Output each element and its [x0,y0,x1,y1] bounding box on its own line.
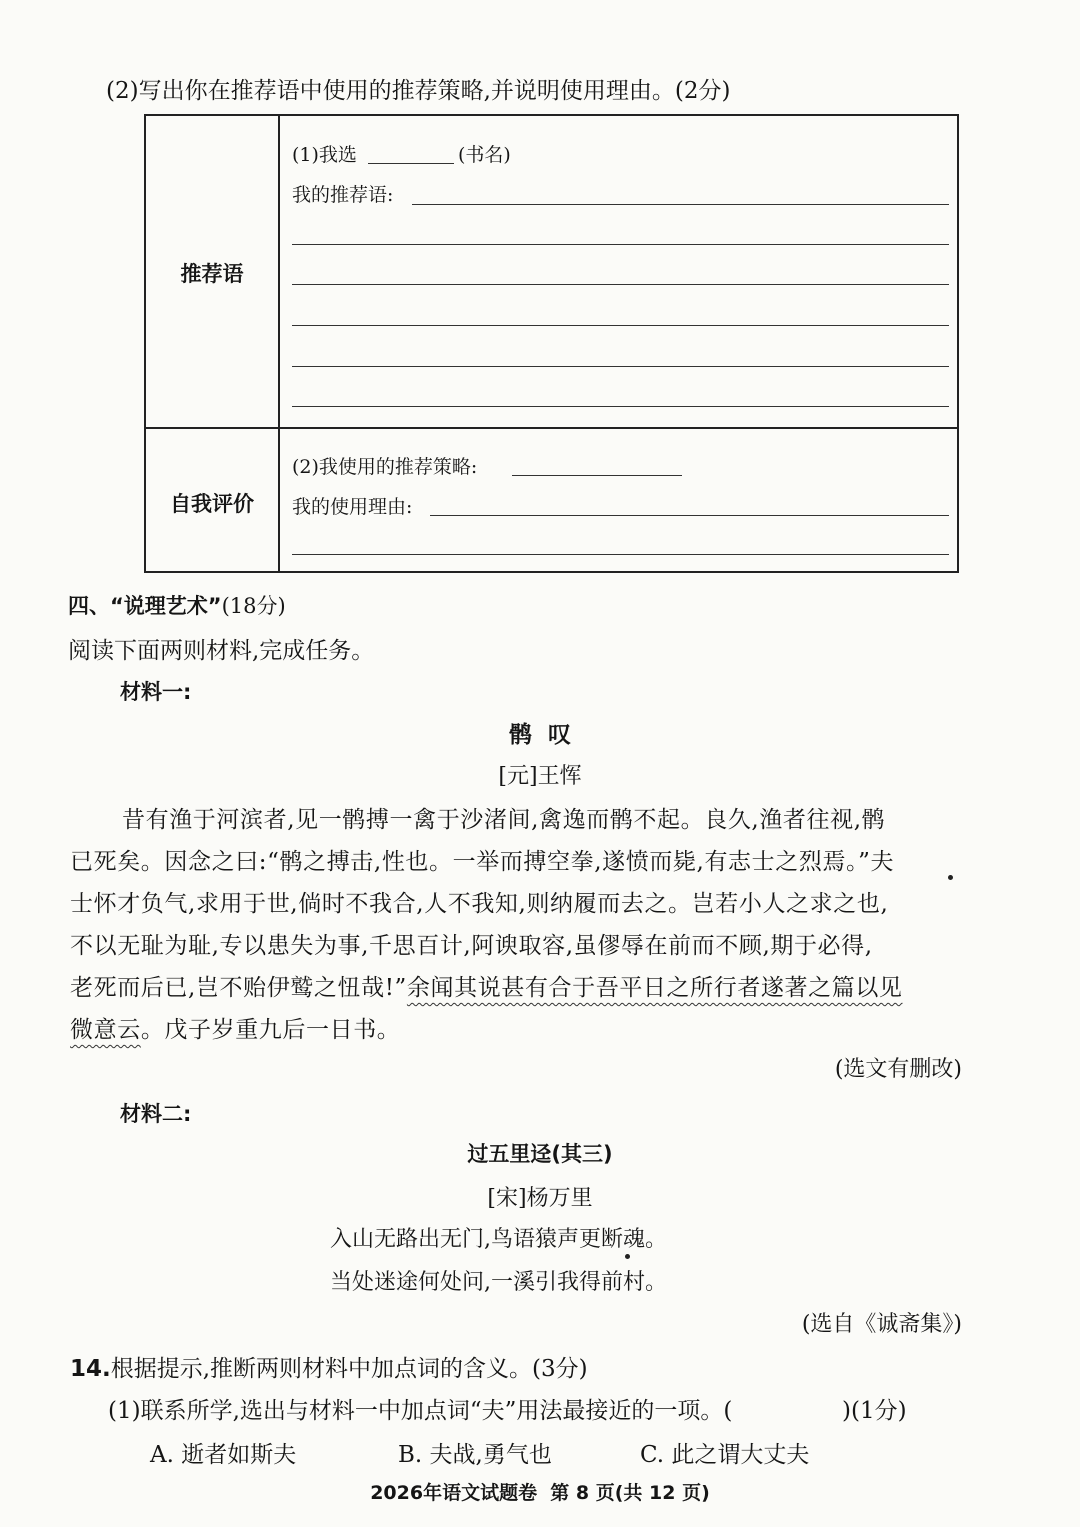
answer-table [144,114,959,573]
line-5-plain: 老死而后已,岂不贻伊鹫之忸哉!” [70,975,407,1001]
material-1-source: (选文有删改) [834,1057,962,1082]
option-a[interactable]: A. 逝者如斯夫 [150,1442,297,1468]
question-14-text: 根据提示,推断两则材料中加点词的含义。(3分) [110,1356,588,1382]
reason-blank-1[interactable] [430,515,949,516]
material-1-line-1: 昔有渔于河滨者,见一鹘搏一禽于沙渚间,禽逸而鹘不起。良久,渔者往视,鹘 [122,807,886,833]
question-14 [70,1350,588,1383]
question-2-prompt: (2)写出你在推荐语中使用的推荐策略,并说明使用理由。(2分) [106,78,731,104]
material-1-line-4: 不以无耻为耻,专以患失为事,千思百计,阿谀取容,虽僇辱在前而不顾,期于必得, [70,933,873,959]
wavy-underlined-sentence-part-2: 微意云 [70,1017,141,1043]
recommendation-blank-6[interactable] [292,406,949,407]
emphasis-dot-fu [948,875,953,880]
recommendation-blank-5[interactable] [292,366,949,367]
strategy-label: (2)我使用的推荐策略: [292,456,478,478]
section-4-points: (18分) [221,594,286,618]
recommendation-blank-4[interactable] [292,325,949,326]
recommendation-label: 我的推荐语: [292,184,394,206]
table-divider-horizontal [146,427,957,429]
page-footer: 2026年语文试题卷 第 8 页(共 12 页) [370,1482,710,1504]
material-2-author: [宋]杨万里 [487,1186,593,1211]
option-b[interactable]: B. 夫战,勇气也 [398,1442,552,1468]
poem-line-2: 当处迷途何处问,一溪引我得前村。 [330,1270,667,1295]
material-1-line-5 [70,969,903,1002]
row-label-recommendation: 推荐语 [180,262,244,286]
material-2-source: (选自《诚斋集》) [801,1312,962,1337]
row-label-self-evaluation: 自我评价 [170,492,254,516]
emphasis-dot-geng [625,1254,630,1259]
material-1-title: 鹘 叹 [508,722,571,748]
material-1-label: 材料一: [120,680,192,704]
material-1-author: [元]王恽 [498,764,582,789]
reason-blank-2[interactable] [292,554,949,555]
choose-book-label: (1)我选 [292,144,357,166]
reason-label: 我的使用理由: [292,496,413,518]
question-14-number: 14. [70,1356,111,1382]
line-6-plain: 。戊子岁重九后一日书。 [140,1017,401,1043]
question-14-sub-1: (1)联系所学,选出与材料一中加点词“夫”用法最接近的一项。( [108,1398,733,1424]
material-2-title: 过五里迳(其三) [467,1142,613,1166]
section-4-instruction: 阅读下面两则材料,完成任务。 [68,638,375,664]
wavy-underlined-sentence-part-1: 余闻其说甚有合于吾平日之所行者遂著之篇以见 [406,975,903,1001]
poem-line-1: 入山无路出无门,鸟语猿声更断魂。 [330,1227,667,1252]
material-1-line-6 [70,1011,400,1044]
section-4-title: 四、“说理艺术” [68,594,222,618]
book-title-blank[interactable] [368,163,454,164]
answer-bracket-close: )(1分) [842,1398,907,1424]
book-title-hint: (书名) [458,144,511,166]
recommendation-blank-3[interactable] [292,284,949,285]
material-1-line-3: 士怀才负气,求用于世,倘时不我合,人不我知,则纳履而去之。岂若小人之求之也, [70,891,889,917]
section-4-heading [68,590,286,620]
recommendation-blank-2[interactable] [292,244,949,245]
material-1-line-2: 已死矣。因念之曰:“鹘之搏击,性也。一举而搏空拳,遂愤而毙,有志士之烈焉。”夫 [70,849,895,875]
strategy-blank[interactable] [512,475,682,476]
option-c[interactable]: C. 此之谓大丈夫 [640,1442,810,1468]
recommendation-blank-1[interactable] [412,204,949,205]
table-divider-vertical [278,116,280,571]
material-2-label: 材料二: [120,1102,192,1126]
